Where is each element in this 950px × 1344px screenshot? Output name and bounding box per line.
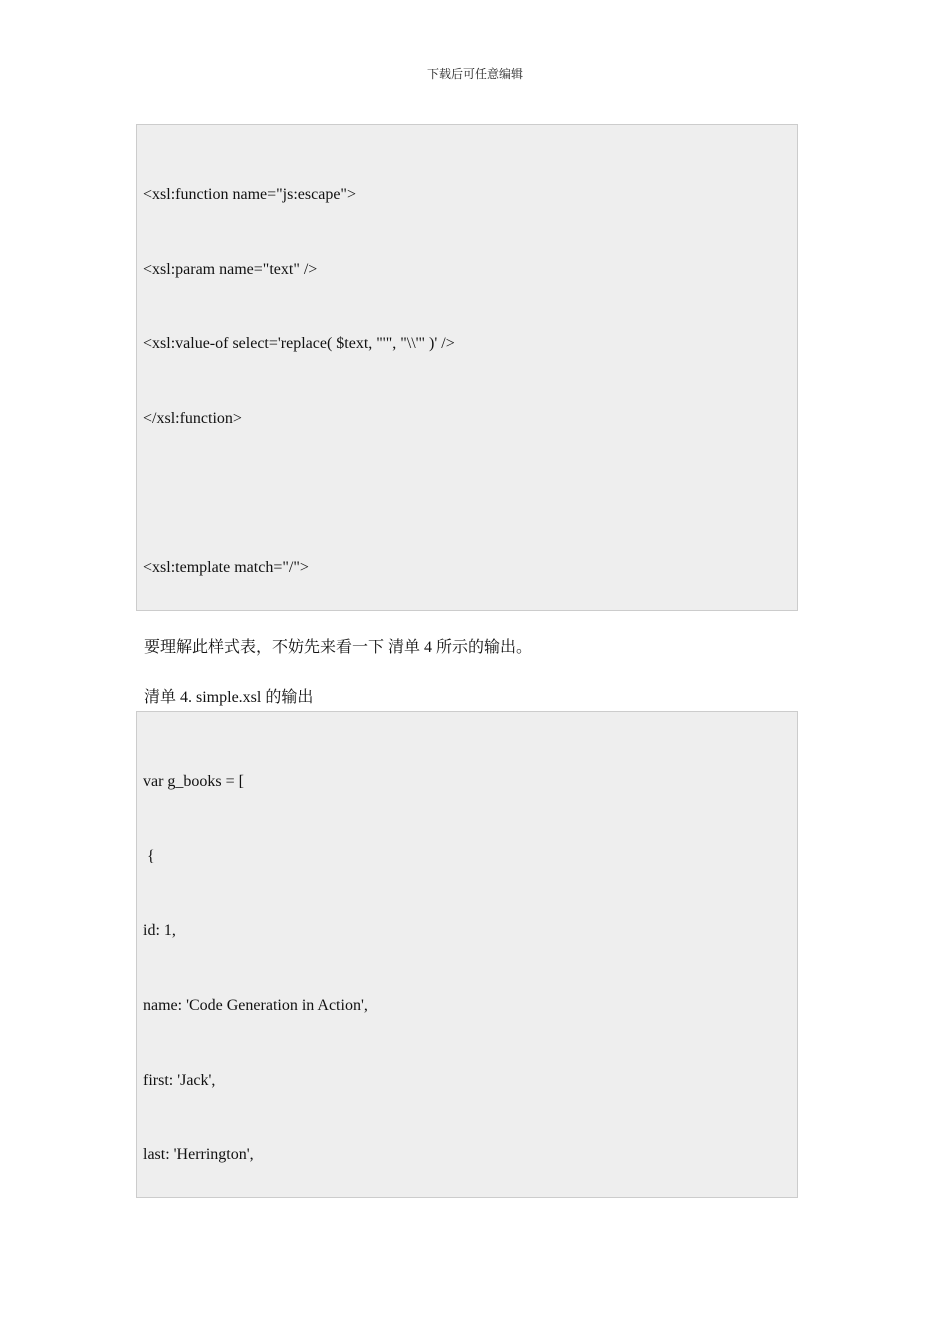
code-line: [143, 482, 797, 507]
code-line: {: [143, 847, 155, 865]
code-block-xsl-function: [136, 124, 798, 611]
code-line: last: 'Herrington',: [143, 1146, 254, 1164]
code-block-output: [136, 711, 798, 1198]
code-line: first: 'Jack',: [143, 1071, 216, 1089]
code-line: <xsl:param name="text" />: [143, 260, 318, 278]
code-line: <xsl:template match="/">: [143, 559, 309, 577]
page-header: 下载后可任意编辑: [426, 67, 523, 81]
code-line: name: 'Code Generation in Action',: [143, 996, 368, 1014]
body-paragraph: 要理解此样式表，不妨先来看一下 清单 4 所示的输出。: [144, 639, 533, 656]
listing-caption: 清单 4. simple.xsl 的输出: [144, 689, 314, 706]
code-line: var g_books = [: [143, 772, 245, 790]
code-line: id: 1,: [143, 922, 176, 940]
code-line: <xsl:function name="js:escape">: [143, 185, 356, 203]
code-line: <xsl:value-of select='replace( $text, "'", "\\'" )' />: [143, 335, 455, 353]
code-line: </xsl:function>: [143, 409, 242, 427]
